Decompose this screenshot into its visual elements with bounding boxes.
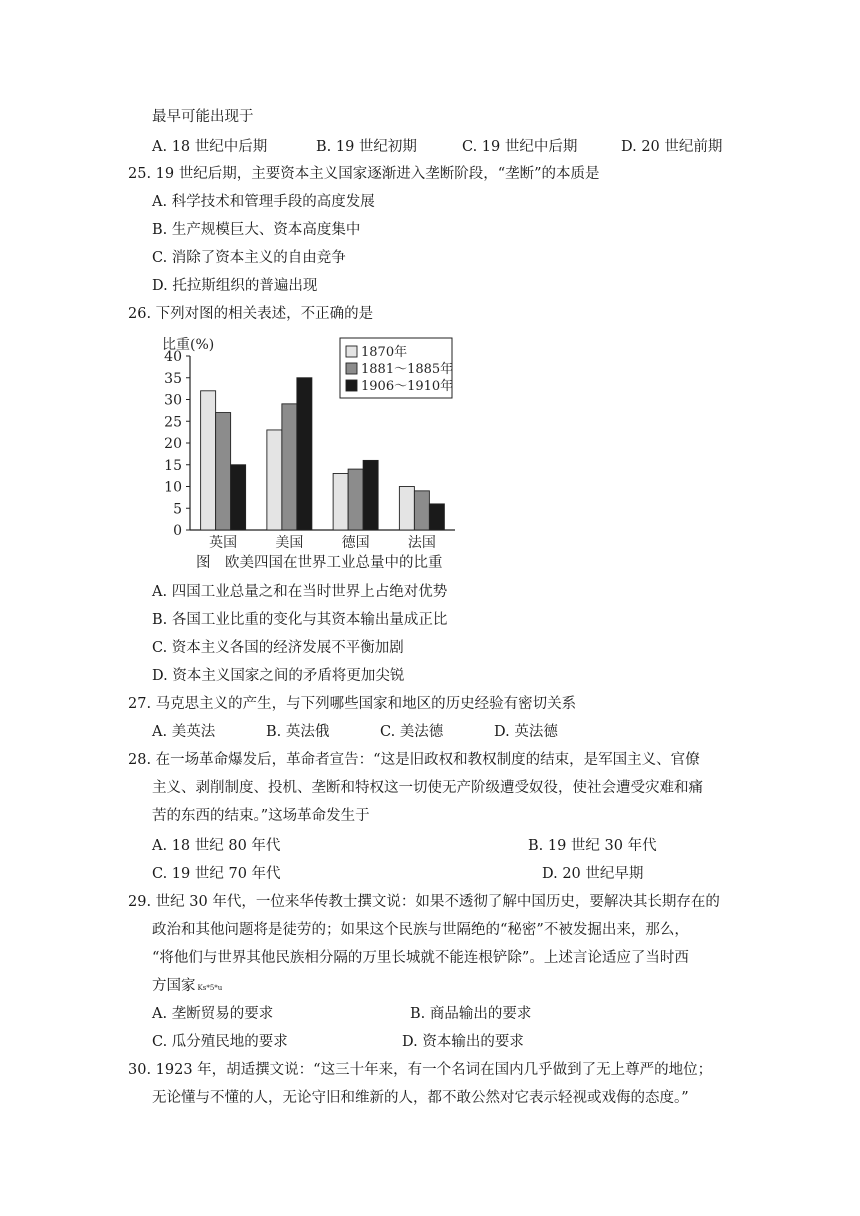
y-tick-label: 30 xyxy=(164,392,182,409)
y-tick-label: 0 xyxy=(173,523,182,539)
option-b: B. 商品输出的要求 xyxy=(410,1006,532,1022)
option-c: C. 美法德 xyxy=(380,724,444,740)
option-a: A. 美英法 xyxy=(152,724,216,740)
option-c: C. 资本主义各国的经济发展不平衡加剧 xyxy=(152,640,404,656)
legend-label: 1870年 xyxy=(361,345,408,360)
y-tick-label: 25 xyxy=(164,414,182,431)
y-tick-label: 15 xyxy=(164,457,182,474)
option-d: D. 托拉斯组织的普遍出现 xyxy=(152,278,318,294)
legend-swatch xyxy=(346,346,357,357)
legend-label: 1881～1885年 xyxy=(361,362,454,377)
option-b: B. 英法俄 xyxy=(266,724,330,740)
question-stem: 27. 马克思主义的产生，与下列哪些国家和地区的历史经验有密切关系 xyxy=(128,696,577,712)
option-d: D. 20 世纪前期 xyxy=(621,139,723,155)
question-stem: 30. 1923 年，胡适撰文说：“这三十年来，有一个名词在国内几乎做到了无上尊严的地位； xyxy=(128,1062,713,1078)
legend-swatch xyxy=(346,363,357,374)
chart-caption: 图 欧美四国在世界工业总量中的比重 xyxy=(196,555,443,571)
y-tick-label: 20 xyxy=(164,436,182,452)
question-stem: 29. 世纪 30 年代，一位来华传教士撰文说：如果不透彻了解中国历史，要解决其长期存在的 xyxy=(128,894,720,910)
question-stem-cont: 政治和其他问题将是徒劳的；如果这个民族与世隔绝的“秘密”不被发掘出来，那么， xyxy=(152,922,689,938)
question-stem: 25. 19 世纪后期，主要资本主义国家逐渐进入垄断阶段，“垄断”的本质是 xyxy=(128,166,600,182)
bar xyxy=(363,460,378,530)
question-stem-cont: “将他们与世界其他民族相分隔的万里长城就不能连根铲除”。上述言论适应了当时西 xyxy=(152,950,689,966)
bar xyxy=(429,504,444,530)
option-c: C. 19 世纪 70 年代 xyxy=(152,866,281,882)
bar xyxy=(216,413,231,530)
bar xyxy=(201,391,216,530)
bar xyxy=(297,378,312,530)
question-text: 最早可能出现于 xyxy=(152,109,254,125)
bar-chart xyxy=(150,332,470,552)
source-mark: Ks*5*u xyxy=(197,984,223,992)
bar xyxy=(231,465,246,530)
option-a: A. 18 世纪中后期 xyxy=(152,139,268,155)
question-stem-cont xyxy=(152,976,222,998)
x-tick-label: 法国 xyxy=(407,535,436,551)
option-c: C. 消除了资本主义的自由竞争 xyxy=(152,250,346,266)
option-b: B. 生产规模巨大、资本高度集中 xyxy=(152,222,361,238)
x-tick-label: 美国 xyxy=(275,535,304,551)
bar xyxy=(267,430,282,530)
x-tick-label: 德国 xyxy=(341,535,370,551)
bar xyxy=(333,473,348,530)
option-d: D. 资本输出的要求 xyxy=(402,1034,524,1050)
option-b: B. 各国工业比重的变化与其资本输出量成正比 xyxy=(152,612,448,628)
y-axis-label: 比重(%) xyxy=(162,337,215,353)
legend-label: 1906～1910年 xyxy=(361,379,454,394)
option-d: D. 20 世纪早期 xyxy=(542,866,644,882)
option-d: D. 英法德 xyxy=(494,724,558,740)
bar xyxy=(414,491,429,530)
question-stem-text: 方国家 xyxy=(152,978,196,994)
option-a: A. 四国工业总量之和在当时世界上占绝对优势 xyxy=(152,584,448,600)
question-stem: 28. 在一场革命爆发后，革命者宣告：“这是旧政权和教权制度的结束，是军国主义、官僚 xyxy=(128,752,700,768)
option-d: D. 资本主义国家之间的矛盾将更加尖锐 xyxy=(152,668,405,684)
option-b: B. 19 世纪 30 年代 xyxy=(528,838,657,854)
y-tick-label: 5 xyxy=(173,501,182,518)
bar xyxy=(282,404,297,530)
x-tick-label: 英国 xyxy=(209,535,238,551)
question-stem-cont: 无论懂与不懂的人，无论守旧和维新的人，都不敢公然对它表示轻视或戏侮的态度。” xyxy=(152,1090,689,1106)
y-tick-label: 40 xyxy=(164,349,182,365)
option-a: A. 垄断贸易的要求 xyxy=(152,1006,274,1022)
option-a: A. 18 世纪 80 年代 xyxy=(152,838,281,854)
question-stem-cont: 主义、剥削制度、投机、垄断和特权这一切使无产阶级遭受奴役，使社会遭受灾难和痛 xyxy=(152,780,703,796)
option-c: C. 瓜分殖民地的要求 xyxy=(152,1034,288,1050)
question-stem-cont: 苦的东西的结束。”这场革命发生于 xyxy=(152,808,370,824)
option-a: A. 科学技术和管理手段的高度发展 xyxy=(152,194,375,210)
option-b: B. 19 世纪初期 xyxy=(316,139,417,155)
question-stem: 26. 下列对图的相关表述，不正确的是 xyxy=(128,306,374,322)
bar xyxy=(399,487,414,531)
option-c: C. 19 世纪中后期 xyxy=(462,139,578,155)
y-tick-label: 35 xyxy=(164,370,182,387)
bar xyxy=(348,469,363,530)
legend-swatch xyxy=(346,380,357,391)
y-tick-label: 10 xyxy=(164,479,182,496)
